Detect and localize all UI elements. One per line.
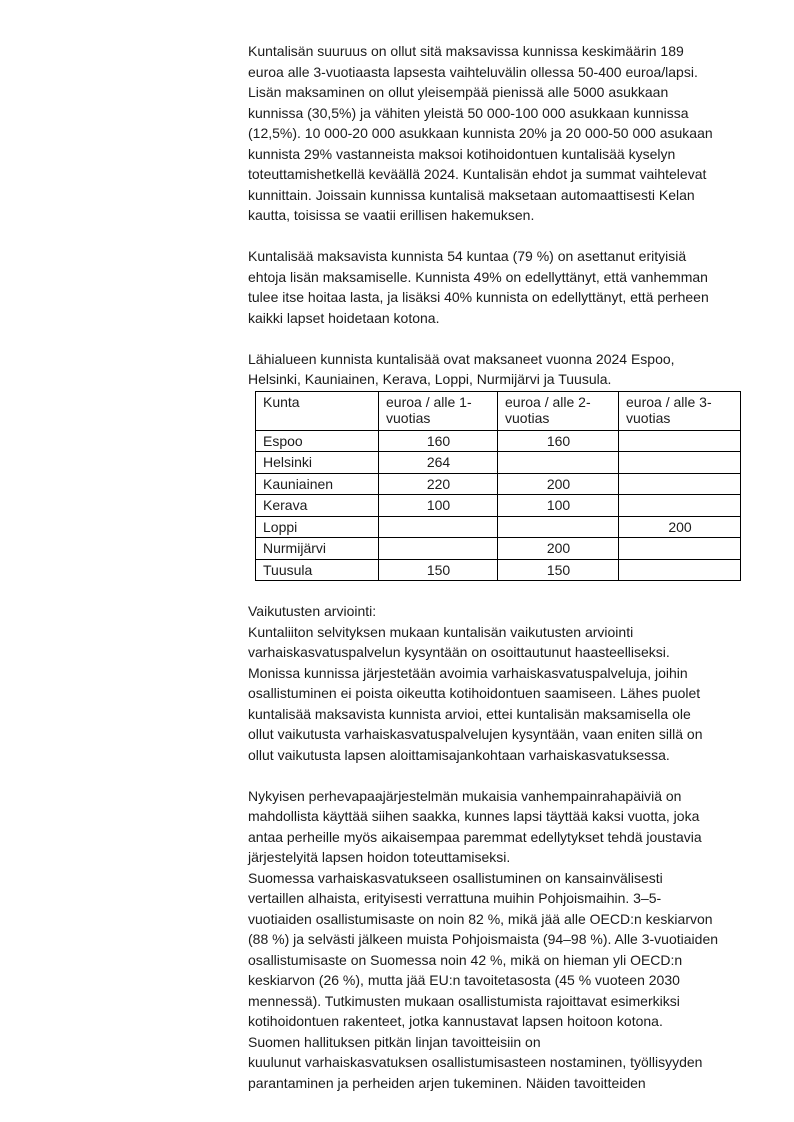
cell-kunta: Tuusula	[256, 559, 379, 581]
paragraph-perhevapaa-ja-osallistuminen: Nykyisen perhevapaajärjestelmän mukaisia vanhempainrahapäiviä on mahdollista käyttää siihen saakka, kunnes lapsi täyttää kaksi vuotta, joka antaa perheille myös aikaisempaa paremmat edellytykset tehdä joustavia järjestelyitä lapsen hoidon toteuttamiseksi. Suomessa varhaiskasvatukseen osallistuminen on kansainvälisesti vertaillen alhaista, erityisesti verrattuna muihin Pohjoismaihin. 3–5- vuotiaiden osallistumisaste on noin 82 %, mikä jää alle OECD:n keskiarvon (88 %) ja selvästi jälkeen muista Pohjoismaista (94–98 %). Alle 3-vuotiaiden osallistumisaste on Suomessa noin 42 %, mikä on hieman yli OECD:n keskiarvon (26 %), mutta jää EU:n tavoitetasosta (45 % vuoteen 2030 mennessä). Tutkimusten mukaan osallistumista rajoittavat esimerkiksi kotihoidontuen rakenteet, jotka kannustavat lapsen hoitoon kotona. Suomen hallituksen pitkän linjan tavoitteisiin on kuulunut varhaiskasvatuksen osallistumisasteen nostaminen, työllisyyden parantaminen ja perheiden arjen tukeminen. Näiden tavoitteiden	[248, 787, 719, 1091]
table-header-alle2: euroa / alle 2-vuotias	[498, 391, 619, 430]
cell-alle3: 200	[619, 516, 741, 538]
table-header-kunta: Kunta	[256, 391, 379, 430]
cell-alle1	[379, 516, 498, 538]
table-header-alle1: euroa / alle 1-vuotias	[379, 391, 498, 430]
cell-alle1: 100	[379, 495, 498, 517]
cell-alle1	[379, 538, 498, 560]
cell-alle3	[619, 473, 741, 495]
table-row	[256, 516, 741, 538]
cell-alle1: 220	[379, 473, 498, 495]
cell-alle3	[619, 452, 741, 474]
table-row	[256, 430, 741, 452]
impact-assessment-heading: Vaikutusten arviointi:	[248, 603, 377, 619]
table-row	[256, 452, 741, 474]
cell-alle2: 160	[498, 430, 619, 452]
cell-kunta: Kauniainen	[256, 473, 379, 495]
table-row	[256, 473, 741, 495]
cell-alle2: 100	[498, 495, 619, 517]
cell-alle1: 150	[379, 559, 498, 581]
kuntalisa-table	[255, 391, 741, 582]
cell-kunta: Helsinki	[256, 452, 379, 474]
cell-alle2: 200	[498, 473, 619, 495]
cell-kunta: Loppi	[256, 516, 379, 538]
cell-alle1: 160	[379, 430, 498, 452]
table-header-alle3: euroa / alle 3-vuotias	[619, 391, 741, 430]
table-row	[256, 495, 741, 517]
table-row	[256, 538, 741, 560]
cell-alle3	[619, 495, 741, 517]
cell-alle3	[619, 559, 741, 581]
paragraph-vaikutusten-arviointi: Kuntaliiton selvityksen mukaan kuntalisän vaikutusten arviointi varhaiskasvatuspalvelun kysyntään on osoittautunut haasteelliseksi. Monissa kunnissa järjestetään avoimia varhaiskasvatuspalveluja, joihin osallistuminen ei poista oikeutta kotihoidontuen saamiseen. Lähes puolet kuntalisää maksavista kunnista arvioi, ettei kuntalisän maksamisella ole ollut vaikutusta varhaiskasvatuspalvelujen kysyntään, vaan eniten sillä on ollut vaikutusta lapsen aloittamisajankohtaan varhaiskasvatuksessa.	[248, 623, 703, 763]
paragraph-erityiset-ehdot: Kuntalisää maksavista kunnista 54 kuntaa (79 %) on asettanut erityisiä ehtoja lisän maksamiselle. Kunnista 49% on edellyttänyt, että vanhemman tulee itse hoitaa lasta, ja lisäksi 40% kunnista on edellyttänyt, että perheen kaikki lapset hoidetaan kotona.	[248, 248, 709, 326]
cell-kunta: Espoo	[256, 430, 379, 452]
cell-alle2: 150	[498, 559, 619, 581]
cell-alle3	[619, 430, 741, 452]
table-row	[256, 559, 741, 581]
cell-kunta: Nurmijärvi	[256, 538, 379, 560]
paragraph-lahialueen-kunnat: Lähialueen kunnista kuntalisää ovat maksaneet vuonna 2024 Espoo, Helsinki, Kauniainen, Kerava, Loppi, Nurmijärvi ja Tuusula.	[248, 350, 675, 387]
cell-alle2	[498, 452, 619, 474]
document-body	[248, 41, 742, 1114]
cell-alle2: 200	[498, 538, 619, 560]
cell-alle1: 264	[379, 452, 498, 474]
cell-alle3	[619, 538, 741, 560]
paragraph-kuntalisa-suuruus: Kuntalisän suuruus on ollut sitä maksavissa kunnissa keskimäärin 189 euroa alle 3-vuotiaasta lapsesta vaihteluvälin ollessa 50-400 euroa/lapsi. Lisän maksaminen on ollut yleisempää pienissä alle 5000 asukkaan kunnissa (30,5%) ja vähiten yleistä 50 000-100 000 asukkaan kunnissa (12,5%). 10 000-20 000 asukkaan kunnista 20% ja 20 000-50 000 asukaan kunnista 29% vastanneista maksoi kotihoidontuen kuntalisää kyselyn toteuttamishetkellä keväällä 2024. Kuntalisän ehdot ja summat vaihtelevat kunnittain. Joissain kunnissa kuntalisä maksetaan automaattisesti Kelan kautta, toisissa se vaatii erillisen hakemuksen.	[248, 43, 713, 223]
table-header-row	[256, 391, 741, 430]
cell-kunta: Kerava	[256, 495, 379, 517]
cell-alle2	[498, 516, 619, 538]
